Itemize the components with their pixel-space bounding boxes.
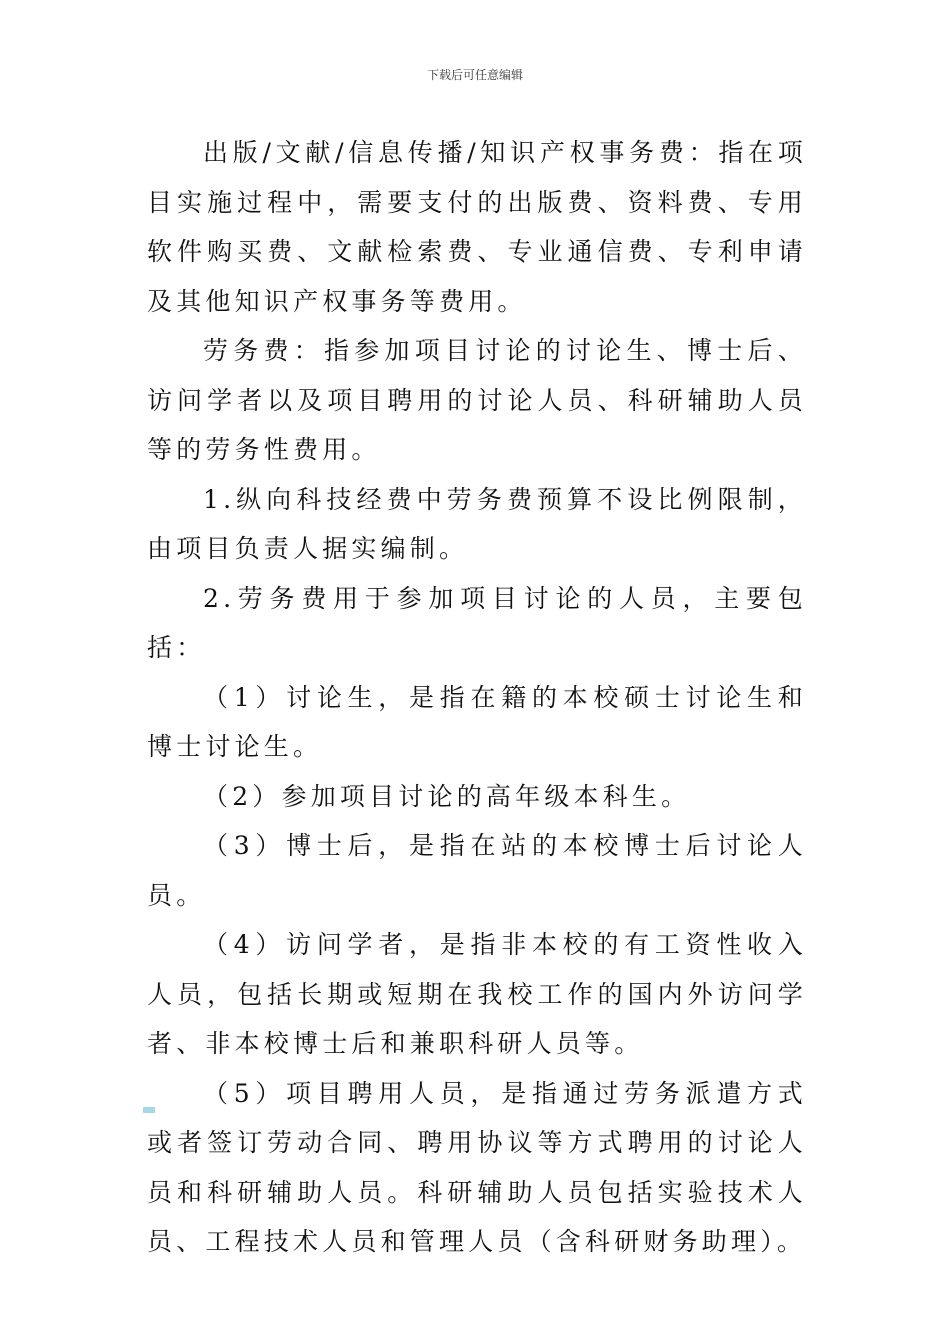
document-body [147, 128, 807, 1267]
paragraph-publication-fees: 出版/文献/信息传播/知识产权事务费：指在项目实施过程中，需要支付的出版费、资料费、专用软件购买费、文献检索费、专业通信费、专利申请及其他知识产权事务等费用。 [147, 138, 807, 316]
paragraph-subitem-5: （5）项目聘用人员，是指通过劳务派遣方式或者签订劳动合同、聘用协议等方式聘用的讨论人员和科研辅助人员。科研辅助人员包括实验技术人员、工程技术人员和管理人员（含科研财务助理）。 [147, 1078, 807, 1256]
paragraph-labor-fees: 劳务费：指参加项目讨论的讨论生、博士后、访问学者以及项目聘用的讨论人员、科研辅助人员等的劳务性费用。 [147, 336, 807, 464]
text-cursor-mark [143, 1107, 155, 1113]
paragraph-subitem-2: （2）参加项目讨论的高年级本科生。 [203, 781, 691, 811]
header-note: 下载后可任意编辑 [426, 68, 523, 82]
paragraph-item-2: 2.劳务费用于参加项目讨论的人员，主要包括： [147, 583, 807, 662]
paragraph-subitem-1: （1）讨论生，是指在籍的本校硕士讨论生和博士讨论生。 [147, 682, 807, 761]
paragraph-subitem-4: （4）访问学者，是指非本校的有工资性收入人员，包括长期或短期在我校工作的国内外访问学者、非本校博士后和兼职科研人员等。 [147, 930, 807, 1058]
paragraph-subitem-3: （3）博士后，是指在站的本校博士后讨论人员。 [147, 831, 807, 910]
paragraph-item-1: 1.纵向科技经费中劳务费预算不设比例限制，由项目负责人据实编制。 [147, 484, 807, 563]
